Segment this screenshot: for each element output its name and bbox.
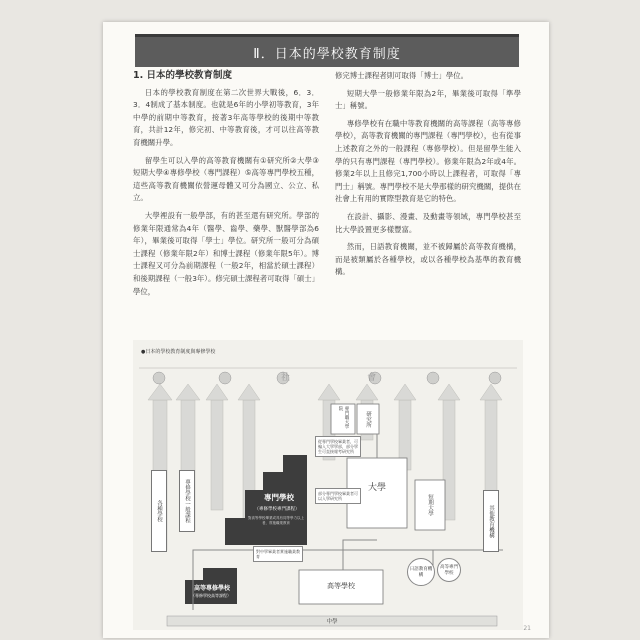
paragraph: 短期大學一般修業年限為2年，畢業後可取得「準學士」稱號。	[335, 88, 521, 111]
right-column	[335, 70, 521, 284]
university-label: 大學	[367, 483, 386, 493]
society-char: 社	[281, 373, 291, 383]
paragraph: 日本的學校教育制度在第二次世界大戰後，6．3．3．4制成了基本制度。也就是6年的小學初等教育，3年中學的前期中等教育，接著3年高等學校的後期中等教育，共計12年，修完初、中等教育後，才可以往高等教育機關升學。	[133, 87, 319, 147]
grad-school-label: 研究所	[365, 410, 371, 428]
note-graduate: 部分專門學校畢業者可以入學研究所	[315, 488, 361, 504]
chapter-banner	[135, 34, 519, 67]
professional-grad-label: 專門職大學院	[338, 406, 349, 429]
page-number: 21	[523, 625, 531, 632]
junior-college-label: 短期大學	[427, 494, 433, 516]
college-label: 高等專修學校	[193, 585, 230, 592]
paragraph: 專修學校有在職中等教育機關的高等課程（高等專修學校），高等教育機關的專門課程（專門學校），也有從事上述教育之外的一般課程（專修學校）。但是留學生能入學的只有專門課程（專門學校）。修業年限為2年或4年。修業2年以上且修完1,700小時以上課程者，可取得「專門士」稱號。專門學校不是大學那樣的研究機關，提供在社會上有用的實際型教育是它的特色。	[335, 118, 521, 204]
vocational-school-label: 專門學校	[264, 493, 294, 502]
vocational-course-label: （專修學校專門課程）	[254, 507, 300, 512]
paragraph: 留學生可以入學的高等教育機關有①研究所②大學③短期大學④專修學校（專門課程）⑤高等專門學校五種，這些高等教育機關依營運母體又可分為國立、公立、私立。	[133, 155, 319, 203]
education-system-diagram	[133, 340, 523, 630]
paragraph: 大學裡設有一般學部，有的甚至還有研究所。學部的修業年限通常為4年（醫學、齒學、藥學、獸醫學部為6年），畢業後可取得「學士」學位。研究所一般可分為碩士課程（修業年限2年）和博士課程（修業年限5年）。博士課程又可分為前期課程（一般2年，相當於碩士課程）和後期課程（一般3年）。修完碩士課程者可取得「碩士」學位，	[133, 210, 319, 296]
paragraph: 修完博士課程者則可取得「博士」學位。	[335, 71, 469, 80]
high-school-label: 高等學校	[327, 582, 355, 590]
vocational-note: 對高等學校畢業或具有同等學力以上者，實施職業教育	[248, 516, 304, 525]
note-transfer: 從專門學校畢業者，可編入大學學部，部分學生可直接報考研究所	[315, 436, 361, 457]
college-course-label: （專修學校高等課程）	[191, 593, 231, 598]
paragraph: 在設計、攝影、漫畫、及動畫等領域，專門學校甚至比大學設置更多樣豐富。	[335, 211, 521, 234]
chapter-title: Ⅱ．日本的學校教育制度	[253, 46, 401, 62]
other-institutions-label: 其他教育機構	[483, 490, 499, 552]
japanese-school-label: 日語教育機構	[407, 558, 435, 586]
left-column	[133, 70, 319, 303]
various-schools-label: 各種學校	[151, 470, 167, 552]
middle-school-label: 中學	[326, 619, 338, 625]
diagram-title: ●日本的學校教育制度與專修學校	[141, 349, 216, 355]
general-course-label: 專修學校一般課程	[179, 470, 195, 532]
section-heading: 1. 日本的學校教育制度	[133, 70, 233, 81]
kosen-label: 高等專門學校	[437, 558, 461, 582]
brochure-page	[103, 22, 549, 638]
society-char: 會	[367, 373, 377, 383]
note-middle: 對中學畢業者實施職業教育	[253, 546, 303, 562]
paragraph: 然而，日語教育機關，並不被歸屬於高等教育機構，而是被類屬於各種學校，或以各種學校為基準的教育機構。	[335, 242, 521, 277]
